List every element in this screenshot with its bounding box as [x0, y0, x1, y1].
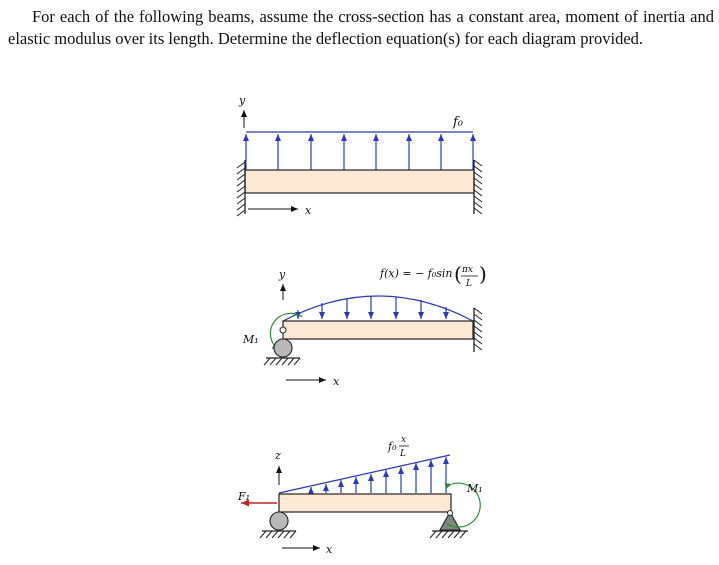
d1-load-arrows	[246, 134, 473, 170]
d3-moment-label: M₁	[467, 482, 483, 495]
diagram-3-triangular-load-beam	[237, 435, 483, 556]
d2-beam	[283, 321, 473, 339]
d3-force-label: F₁	[238, 490, 251, 503]
diagram-2-sine-load-beam	[242, 262, 487, 388]
d1-load-label: f₀	[453, 115, 464, 130]
d3-roller-support	[260, 512, 296, 538]
d2-formula-den: L	[466, 279, 472, 289]
d3-formula-den: L	[400, 449, 406, 459]
d2-right-fixed-support	[474, 308, 482, 352]
d1-left-fixed-support	[237, 160, 245, 216]
d2-load-arrows	[298, 296, 446, 319]
d3-x-label: x	[326, 543, 333, 556]
d2-x-label: x	[333, 375, 340, 388]
d2-load-formula	[379, 262, 487, 289]
d3-pin-support	[430, 511, 468, 539]
d1-y-label: y	[239, 94, 246, 107]
d1-right-fixed-support	[474, 160, 482, 214]
d3-formula-num: x	[401, 435, 407, 445]
d2-sine-load-curve	[283, 296, 473, 321]
d2-formula-lparen: (	[454, 262, 462, 286]
d2-formula-lhs: f(x) = − f₀sin	[380, 267, 453, 280]
d2-formula-num: πx	[462, 265, 473, 275]
d3-load-formula	[387, 435, 409, 459]
d2-hinge	[280, 327, 286, 333]
problem-text: For each of the following beams, assume the cross-section has a constant area, moment of inertia and elastic modulus over its length. Determine the deflection equation(s) for each diagram provided.	[8, 7, 714, 48]
diagram-1-fixed-fixed-beam	[237, 94, 482, 217]
d2-formula-rparen: )	[479, 262, 487, 286]
d3-load-arrows	[311, 457, 446, 493]
d3-beam	[279, 494, 451, 512]
d1-beam	[245, 170, 474, 193]
d2-moment-label: M₁	[243, 333, 259, 346]
d2-roller-support	[264, 339, 300, 365]
d2-y-label: y	[279, 268, 286, 281]
d3-formula-coef: f₀	[388, 440, 397, 453]
d1-x-label: x	[305, 204, 312, 217]
d3-load-line	[279, 455, 450, 493]
d3-z-label: z	[275, 449, 281, 462]
